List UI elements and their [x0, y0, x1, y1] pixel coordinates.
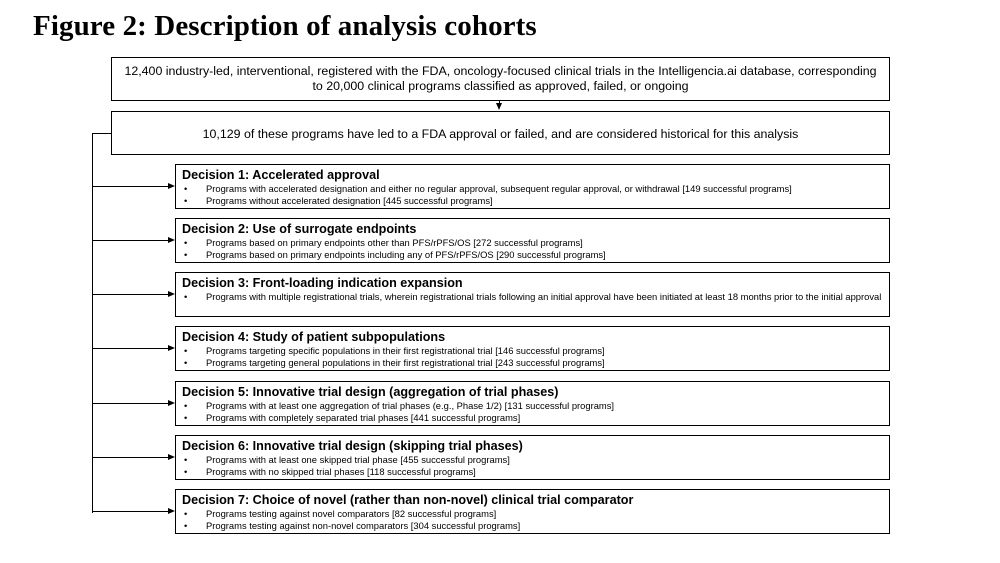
bullet-dot: • [184, 519, 188, 531]
bullet-dot: • [184, 345, 188, 356]
decision-bullet [182, 183, 883, 195]
decision-box-3 [175, 272, 890, 317]
decision-bullet [182, 357, 883, 369]
figure-title: Figure 2: Description of analysis cohorts [33, 10, 537, 42]
source-trials-text: 12,400 industry-led, interventional, registered with the FDA, oncology-focused clinical trials in the Intelligencia.ai database, corresponding to 20,000 clinical programs classified as approved, failed, or ongoing [124, 64, 877, 93]
arrowhead-right [168, 508, 175, 514]
decision-bullet [182, 345, 883, 357]
bullet-dot: • [184, 291, 188, 302]
decision-title: Decision 6: Innovative trial design (skipping trial phases) [182, 439, 523, 453]
arrowhead-down [496, 103, 502, 110]
decision-bullet-text: Programs with no skipped trial phases [118 successful programs] [206, 465, 476, 477]
connector-to-decision-7 [92, 511, 169, 512]
decision-bullet-text: Programs with accelerated designation and either no regular approval, subsequent regular approval, or withdrawal [149 successful programs] [206, 183, 792, 194]
decision-bullet-text: Programs with at least one aggregation of trial phases (e.g., Phase 1/2) [131 successful programs] [206, 400, 615, 411]
decision-bullet-text: Programs testing against non-novel comparators [304 successful programs] [206, 519, 521, 531]
bullet-dot: • [184, 411, 188, 423]
bullet-dot: • [184, 508, 188, 519]
decision-bullet-text: Programs targeting specific populations in their first registrational trial [146 successful programs] [206, 345, 605, 356]
decision-title: Decision 4: Study of patient subpopulations [182, 330, 446, 344]
connector-to-decision-2 [92, 240, 169, 241]
historical-programs-text: 10,129 of these programs have led to a FDA approval or failed, and are considered historical for this analysis [202, 127, 799, 141]
bullet-dot: • [184, 356, 188, 368]
decision-title: Decision 2: Use of surrogate endpoints [182, 222, 417, 236]
decision-box-2 [175, 218, 890, 263]
decision-bullet [182, 520, 883, 532]
decision-bullet-text: Programs testing against novel comparators [82 successful programs] [206, 508, 497, 519]
decision-bullet-text: Programs with completely separated trial phases [441 successful programs] [206, 411, 521, 423]
decision-box-5 [175, 381, 890, 426]
bracket-top-stub [92, 133, 111, 134]
connector-to-decision-5 [92, 403, 169, 404]
decision-bullet [182, 237, 883, 249]
arrowhead-right [168, 237, 175, 243]
bullet-dot: • [184, 248, 188, 260]
decision-bullet [182, 291, 883, 303]
decision-bullet-text: Programs based on primary endpoints other than PFS/rPFS/OS [272 successful programs] [206, 237, 583, 248]
decision-bullet [182, 400, 883, 412]
bullet-dot: • [184, 465, 188, 477]
decision-bullet [182, 454, 883, 466]
connector-to-decision-4 [92, 348, 169, 349]
decision-bullet-text: Programs without accelerated designation [445 successful programs] [206, 194, 493, 206]
arrowhead-right [168, 454, 175, 460]
decision-bullet [182, 195, 883, 207]
arrowhead-right [168, 400, 175, 406]
connector-to-decision-1 [92, 186, 169, 187]
bullet-dot: • [184, 237, 188, 248]
bullet-dot: • [184, 454, 188, 465]
decision-bullet [182, 249, 883, 261]
bracket-vertical-line [92, 133, 93, 513]
decision-title: Decision 5: Innovative trial design (aggregation of trial phases) [182, 385, 559, 399]
historical-programs-box [111, 111, 890, 155]
decision-box-7 [175, 489, 890, 534]
bullet-dot: • [184, 194, 188, 206]
decision-box-1 [175, 164, 890, 209]
decision-title: Decision 1: Accelerated approval [182, 168, 380, 182]
decision-bullet-text: Programs targeting general populations in their first registrational trial [243 successful programs] [206, 356, 605, 368]
arrowhead-right [168, 291, 175, 297]
decision-bullet [182, 508, 883, 520]
decision-title: Decision 7: Choice of novel (rather than non-novel) clinical trial comparator [182, 493, 634, 507]
decision-bullet-text: Programs based on primary endpoints including any of PFS/rPFS/OS [290 successful programs] [206, 248, 606, 260]
decision-bullet [182, 412, 883, 424]
bullet-dot: • [184, 400, 188, 411]
decision-bullet-text: Programs with multiple registrational trials, wherein registrational trials following an initial approval have been initiated at least 18 months prior to the initial approval [206, 291, 882, 302]
connector-to-decision-6 [92, 457, 169, 458]
decision-bullet-text: Programs with at least one skipped trial phase [455 successful programs] [206, 454, 510, 465]
decision-box-6 [175, 435, 890, 480]
source-trials-box [111, 57, 890, 101]
connector-to-decision-3 [92, 294, 169, 295]
arrowhead-right [168, 345, 175, 351]
decision-box-4 [175, 326, 890, 371]
arrowhead-right [168, 183, 175, 189]
decision-title: Decision 3: Front-loading indication expansion [182, 276, 463, 290]
bullet-dot: • [184, 183, 188, 194]
decision-bullet [182, 466, 883, 478]
